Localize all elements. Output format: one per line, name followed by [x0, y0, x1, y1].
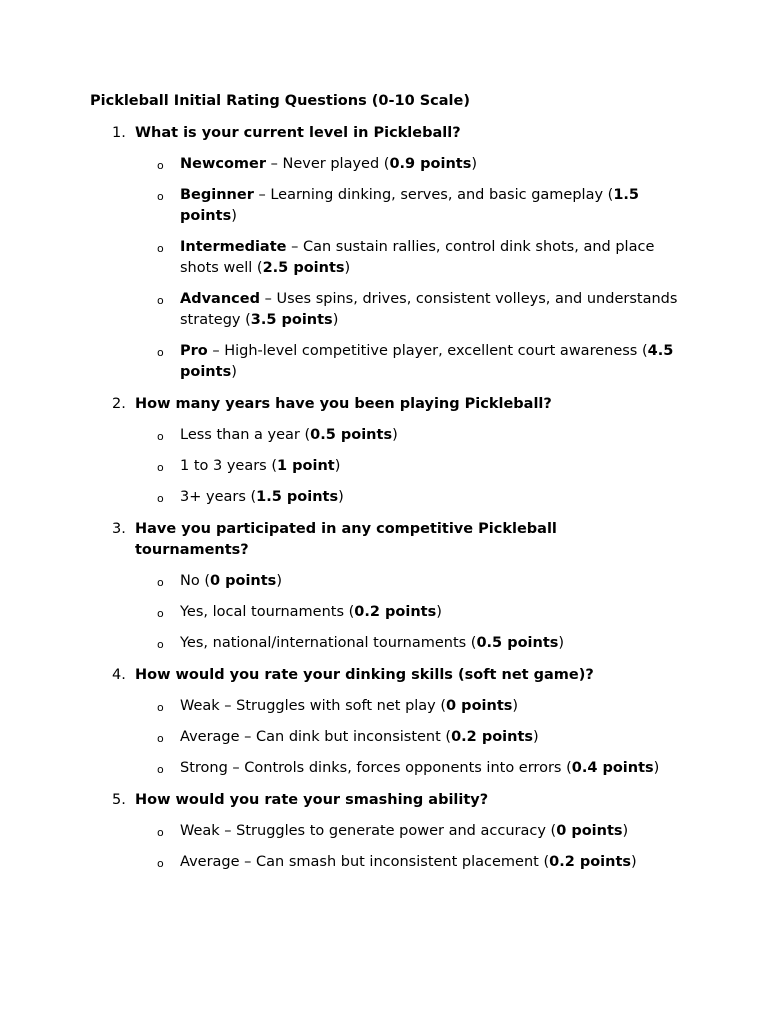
option-close-paren: ) — [471, 156, 478, 172]
question-number: 2. — [112, 396, 126, 412]
option-points: 0.2 points — [451, 729, 534, 745]
option-description: Less than a year ( — [180, 427, 311, 443]
answer-options — [0, 425, 768, 508]
option-points: 1.5 points — [256, 489, 339, 505]
option-text — [180, 289, 680, 331]
bullet-icon: o — [157, 294, 164, 307]
option-text — [180, 487, 680, 508]
option-close-paren: ) — [392, 427, 398, 443]
answer-options — [0, 571, 768, 654]
bullet-icon: o — [157, 461, 164, 474]
option-text — [180, 456, 680, 477]
answer-option — [0, 571, 768, 592]
bullet-icon: o — [157, 159, 164, 172]
option-points: 0 points — [556, 823, 623, 839]
bullet-icon: o — [157, 242, 164, 255]
question-text: What is your current level in Pickleball? — [135, 125, 461, 141]
question-number: 3. — [112, 521, 126, 537]
option-description: Average – Can smash but inconsistent placement ( — [180, 854, 550, 870]
question-item — [0, 790, 768, 873]
option-text — [180, 425, 680, 446]
option-text — [180, 571, 680, 592]
option-description: Never played ( — [282, 156, 390, 172]
bullet-icon: o — [157, 826, 164, 839]
answer-option — [0, 154, 768, 175]
option-level-label: Pro — [180, 343, 208, 359]
question-item — [0, 394, 768, 508]
option-description: No ( — [180, 573, 210, 589]
answer-option — [0, 696, 768, 717]
answer-options — [0, 821, 768, 873]
option-level-label: Newcomer — [180, 156, 267, 172]
bullet-icon: o — [157, 492, 164, 505]
option-description: Uses spins, drives, consistent volleys, and understands strategy ( — [180, 291, 678, 328]
bullet-icon: o — [157, 638, 164, 651]
bullet-icon: o — [157, 857, 164, 870]
answer-option — [0, 633, 768, 654]
bullet-icon: o — [157, 701, 164, 714]
option-points: 1.5 points — [180, 187, 640, 224]
question-text: How would you rate your smashing ability? — [135, 792, 489, 808]
question-item — [0, 665, 768, 779]
option-text — [180, 633, 680, 654]
option-close-paren: ) — [276, 573, 282, 589]
option-description: Yes, national/international tournaments ( — [180, 635, 477, 651]
option-points: 0.2 points — [549, 854, 632, 870]
option-points: 0.5 points — [310, 427, 393, 443]
answer-option — [0, 602, 768, 623]
option-text — [180, 602, 680, 623]
answer-option — [0, 821, 768, 842]
bullet-icon: o — [157, 607, 164, 620]
bullet-icon: o — [157, 190, 164, 203]
option-points: 0 points — [446, 698, 513, 714]
option-description: Yes, local tournaments ( — [180, 604, 355, 620]
bullet-icon: o — [157, 576, 164, 589]
question-item — [0, 519, 768, 654]
bullet-icon: o — [157, 732, 164, 745]
option-description: Weak – Struggles with soft net play ( — [180, 698, 447, 714]
answer-option — [0, 185, 768, 227]
option-points: 0.9 points — [389, 156, 472, 172]
option-close-paren: ) — [622, 823, 629, 839]
answer-option — [0, 425, 768, 446]
option-text — [180, 154, 680, 175]
option-close-paren: ) — [653, 760, 660, 776]
option-points: 2.5 points — [262, 260, 345, 276]
option-description: 3+ years ( — [180, 489, 257, 505]
option-points: 1 point — [277, 458, 335, 474]
question-text: How would you rate your dinking skills (soft net game)? — [135, 667, 594, 683]
option-separator: – — [266, 156, 283, 172]
option-points: 0 points — [209, 573, 277, 589]
option-points: 3.5 points — [250, 312, 333, 328]
option-text — [180, 727, 680, 748]
option-close-paren: ) — [512, 698, 519, 714]
answer-options — [0, 154, 768, 383]
bullet-icon: o — [157, 763, 164, 776]
option-close-paren: ) — [332, 312, 339, 328]
option-description: 1 to 3 years ( — [180, 458, 278, 474]
answer-option — [0, 456, 768, 477]
answer-options — [0, 696, 768, 779]
answer-option — [0, 758, 768, 779]
option-description: High-level competitive player, excellent court awareness ( — [224, 343, 648, 359]
option-level-label: Intermediate — [180, 239, 287, 255]
option-text — [180, 237, 680, 279]
option-separator: – — [259, 291, 277, 307]
question-list — [0, 123, 768, 884]
option-separator: – — [207, 343, 225, 359]
option-description: Weak – Struggles to generate power and accuracy ( — [180, 823, 557, 839]
option-separator: – — [286, 239, 303, 255]
answer-option — [0, 289, 768, 331]
option-close-paren: ) — [338, 489, 344, 505]
option-points: 4.5 points — [180, 343, 674, 380]
option-close-paren: ) — [334, 458, 341, 474]
option-text — [180, 758, 680, 779]
option-close-paren: ) — [344, 260, 351, 276]
option-close-paren: ) — [533, 729, 539, 745]
question-number: 4. — [112, 667, 126, 683]
option-points: 0.4 points — [571, 760, 654, 776]
option-description: Average – Can dink but inconsistent ( — [180, 729, 452, 745]
question-item — [0, 123, 768, 383]
option-text — [180, 821, 680, 842]
option-text — [180, 341, 680, 383]
option-points: 0.2 points — [354, 604, 437, 620]
option-close-paren: ) — [436, 604, 442, 620]
option-text — [180, 696, 680, 717]
option-description: Can sustain rallies, control dink shots, and place shots well ( — [180, 239, 655, 276]
option-level-label: Advanced — [180, 291, 260, 307]
answer-option — [0, 727, 768, 748]
answer-option — [0, 487, 768, 508]
option-separator: – — [253, 187, 271, 203]
option-points: 0.5 points — [476, 635, 559, 651]
option-text — [180, 852, 680, 873]
option-text — [180, 185, 680, 227]
option-close-paren: ) — [231, 208, 237, 224]
answer-option — [0, 237, 768, 279]
question-number: 5. — [112, 792, 126, 808]
option-level-label: Beginner — [180, 187, 254, 203]
option-close-paren: ) — [231, 364, 237, 380]
document-title: Pickleball Initial Rating Questions (0-10 Scale) — [90, 93, 470, 109]
question-text: Have you participated in any competitive Pickleball tournaments? — [135, 521, 557, 558]
question-number: 1. — [112, 125, 126, 141]
option-description: Strong – Controls dinks, forces opponents into errors ( — [180, 760, 572, 776]
option-description: Learning dinking, serves, and basic gameplay ( — [270, 187, 614, 203]
bullet-icon: o — [157, 430, 164, 443]
answer-option — [0, 341, 768, 383]
option-close-paren: ) — [631, 854, 637, 870]
answer-option — [0, 852, 768, 873]
option-close-paren: ) — [558, 635, 565, 651]
question-text: How many years have you been playing Pickleball? — [135, 396, 552, 412]
bullet-icon: o — [157, 346, 164, 359]
